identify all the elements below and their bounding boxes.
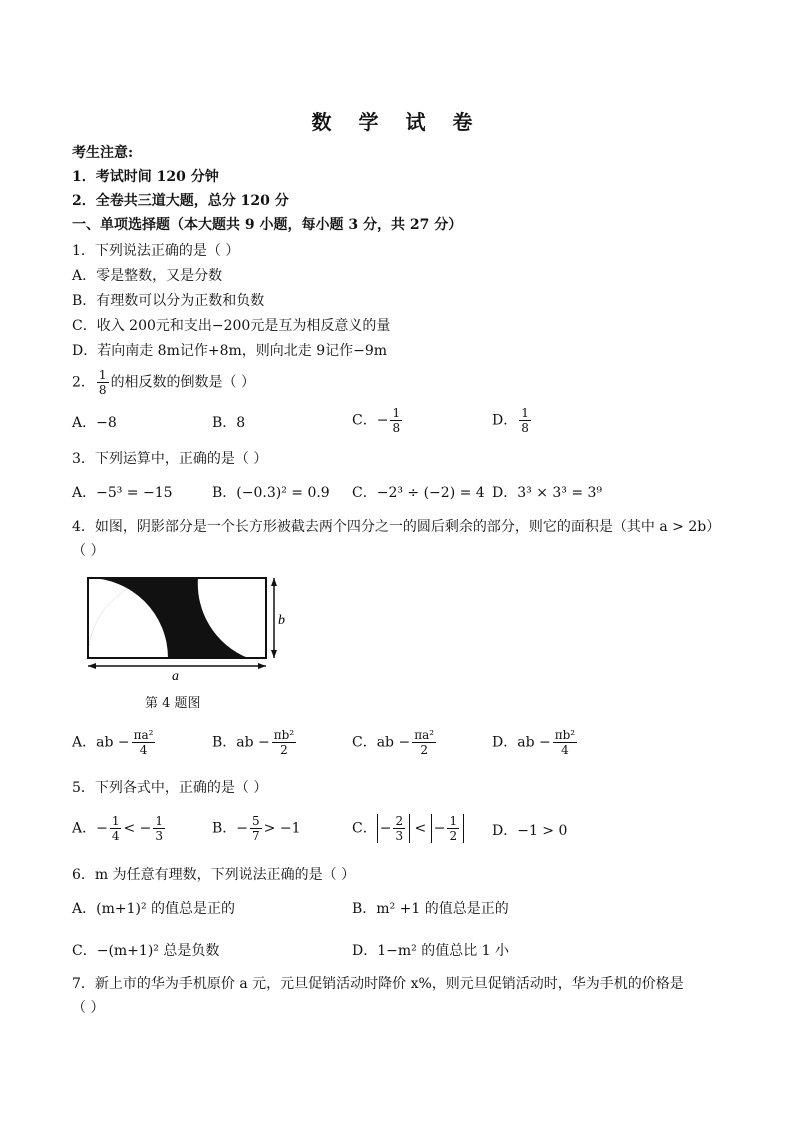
q3-option-a: A．−5³ = −15 (72, 485, 173, 501)
q5-b-d1: 7 (252, 829, 260, 843)
q2-option-d (492, 406, 533, 435)
q2-frac-num: 1 (98, 368, 107, 382)
q6-option-d: D．1−m² 的值总比 1 小 (352, 943, 510, 959)
q2-option-c (352, 406, 404, 435)
q7-paren: （ ） (72, 1000, 105, 1016)
q4-option-c (352, 728, 438, 757)
q3-stem: 3．下列运算中，正确的是（ ） (72, 451, 268, 467)
notice-item-1: 1．考试时间 120 分钟 (72, 169, 219, 185)
q2-fraction (97, 368, 109, 397)
q2-option-a: A．−8 (72, 415, 117, 431)
q2-c-prefix: C．− (352, 412, 389, 429)
q5-c-n2: 1 (449, 814, 458, 828)
q5-a-d1: 4 (111, 829, 120, 843)
q6-option-a: A．(m+1)² 的值总是正的 (72, 901, 236, 917)
q4-option-a (72, 728, 157, 757)
q5-c-d2: 2 (449, 829, 458, 843)
q5-c-abs2: − $\frac{1}{2}$ (431, 814, 464, 843)
q6-option-b: B．m² +1 的值总是正的 (352, 901, 509, 917)
q5-b-prefix: B．− (212, 820, 249, 837)
q5-a-d2: 3 (155, 829, 164, 843)
q3-option-d: D．3³ × 3³ = 3⁹ (492, 485, 603, 501)
q3-option-b: B．(−0.3)² = 0.9 (212, 485, 330, 501)
q5-a-frac2 (153, 814, 165, 843)
q1-option-c: C．收入 200元和支出−200元是互为相反意义的量 (72, 318, 391, 334)
q5-b-mid: > −1 (263, 820, 301, 837)
q2-c-den: 8 (392, 421, 401, 435)
q2-c-fraction (390, 406, 402, 435)
q5-option-c (352, 814, 464, 843)
q5-stem: 5．下列各式中，正确的是（ ） (72, 780, 268, 796)
q1-stem: 1．下列说法正确的是（ ） (72, 243, 240, 259)
q5-c-n1: 2 (395, 814, 404, 828)
q4-b-den: 2 (280, 743, 288, 757)
q4-c-prefix: C．ab − (352, 734, 411, 751)
figure-label-b: b (278, 613, 285, 628)
q1-option-a: A．零是整数，又是分数 (72, 268, 223, 284)
q4-a-num: πa² (133, 728, 154, 742)
q4-a-den: 4 (139, 743, 148, 757)
q2-d-prefix: D． (492, 412, 518, 429)
q3-option-c: C．−2³ ÷ (−2) = 4 (352, 485, 485, 501)
q4-b-fraction (272, 728, 296, 757)
q2-number: 2． (72, 374, 95, 391)
q1-option-d: D．若向南走 8m记作+8m，则向北走 9记作−9m (72, 343, 388, 359)
q2-d-num: 1 (521, 406, 529, 420)
figure-label-a: a (172, 669, 179, 682)
q5-c-mid: < (414, 820, 427, 837)
q2-frac-den: 8 (98, 383, 107, 397)
q2-text: 的相反数的倒数是（ ） (110, 374, 256, 391)
q5-c-prefix: C． (352, 820, 377, 837)
q4-paren: （ ） (72, 543, 105, 559)
q5-a-n1: 1 (111, 814, 120, 828)
q2-c-num: 1 (392, 406, 401, 420)
q4-option-d (492, 728, 579, 757)
q5-option-d: D．−1 > 0 (492, 823, 568, 839)
q6-stem: 6．m 为任意有理数，下列说法正确的是（ ） (72, 867, 356, 883)
q4-stem: 4．如图，阴影部分是一个长方形被截去两个四分之一的圆后剩余的部分，则它的面积是（其中 a > 2b） (72, 519, 721, 535)
notice-item-2: 2．全卷共三道大题，总分 120 分 (72, 193, 289, 209)
q4-d-num: πb² (554, 728, 576, 742)
q2-d-den: 8 (521, 421, 529, 435)
q4-d-fraction (553, 728, 577, 757)
q4-a-fraction (132, 728, 156, 757)
q4-figure-caption: 第 4 题图 (145, 696, 201, 711)
notice-heading: 考生注意: (72, 145, 134, 161)
q6-option-c: C．−(m+1)² 总是负数 (72, 943, 220, 959)
q4-a-prefix: A．ab − (72, 734, 130, 751)
q7-stem: 7．新上市的华为手机原价 a 元，元旦促销活动时降价 x%，则元旦促销活动时，华为手机的价格是 (72, 976, 684, 992)
section-heading: 一、单项选择题（本大题共 9 小题，每小题 3 分，共 27 分） (72, 217, 463, 233)
q5-a-n2: 1 (155, 814, 164, 828)
q2-stem (72, 368, 255, 397)
q5-option-b (212, 814, 301, 843)
q2-option-b: B．8 (212, 415, 246, 431)
q4-c-den: 2 (420, 743, 428, 757)
q5-b-frac (250, 814, 262, 843)
q2-d-fraction (519, 406, 531, 435)
q4-b-prefix: B．ab − (212, 734, 270, 751)
q4-c-fraction (412, 728, 436, 757)
q5-option-a (72, 814, 167, 843)
q1-option-b: B．有理数可以分为正数和负数 (72, 293, 265, 309)
q4-d-prefix: D．ab − (492, 734, 551, 751)
q5-c-abs1: − $\frac{2}{3}$ (377, 814, 410, 843)
q5-c-d1: 3 (395, 829, 404, 843)
q5-a-mid: < − (123, 820, 152, 837)
q4-d-den: 4 (561, 743, 569, 757)
q4-c-num: πa² (414, 728, 435, 742)
page-title: 数 学 试 卷 (311, 110, 483, 134)
q4-figure (78, 572, 288, 682)
q5-a-frac1 (110, 814, 122, 843)
q4-b-num: πb² (273, 728, 295, 742)
q5-a-prefix: A．− (72, 820, 108, 837)
q5-b-n1: 5 (252, 814, 260, 828)
q4-option-b (212, 728, 298, 757)
